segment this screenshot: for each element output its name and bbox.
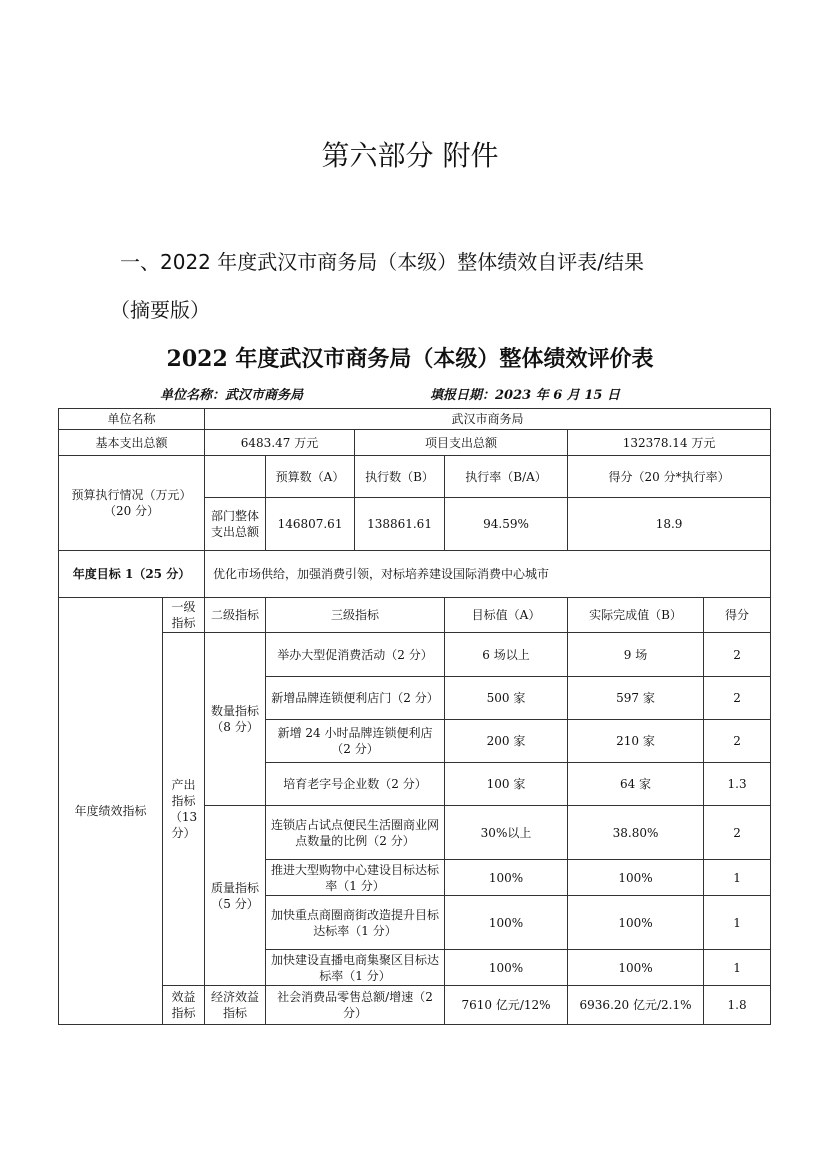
indicator-target: 100 家 bbox=[445, 763, 568, 806]
indicator-score: 2 bbox=[704, 677, 771, 720]
indicator-actual: 100% bbox=[568, 860, 704, 896]
indicator-actual: 210 家 bbox=[568, 720, 704, 763]
quality-indicator-label: 质量指标（5 分） bbox=[205, 806, 266, 986]
indicator-actual: 6936.20 亿元/2.1% bbox=[568, 986, 704, 1025]
budget-row-label: 部门整体支出总额 bbox=[205, 498, 266, 551]
indicator-name: 加快重点商圈商街改造提升目标达标率（1 分） bbox=[266, 896, 445, 950]
indicator-name: 培育老字号企业数（2 分） bbox=[266, 763, 445, 806]
indicator-score: 1 bbox=[704, 950, 771, 986]
project-expenditure-label: 项目支出总额 bbox=[355, 430, 568, 456]
indicator-target: 500 家 bbox=[445, 677, 568, 720]
budget-header-b: 执行数（B） bbox=[355, 456, 445, 498]
quantity-indicator-label: 数量指标（8 分） bbox=[205, 633, 266, 806]
budget-header-score: 得分（20 分*执行率） bbox=[568, 456, 771, 498]
indicator-name: 举办大型促消费活动（2 分） bbox=[266, 633, 445, 677]
indicator-name: 连锁店占试点便民生活圈商业网点数量的比例（2 分） bbox=[266, 806, 445, 860]
budget-value-a: 146807.61 bbox=[266, 498, 355, 551]
expenditure-row bbox=[59, 430, 771, 456]
indicator-actual: 597 家 bbox=[568, 677, 704, 720]
indicator-score: 1.8 bbox=[704, 986, 771, 1025]
indicator-name: 新增品牌连锁便利店门（2 分） bbox=[266, 677, 445, 720]
header-score: 得分 bbox=[704, 598, 771, 633]
budget-header-a: 预算数（A） bbox=[266, 456, 355, 498]
header-target: 目标值（A） bbox=[445, 598, 568, 633]
indicator-header-row bbox=[59, 598, 771, 633]
part-title: 第六部分 附件 bbox=[321, 139, 499, 172]
indicator-name: 推进大型购物中心建设目标达标率（1 分） bbox=[266, 860, 445, 896]
budget-rate-value: 94.59% bbox=[445, 498, 568, 551]
budget-execution-label: 预算执行情况（万元）（20 分） bbox=[59, 456, 205, 551]
indicator-score: 1.3 bbox=[704, 763, 771, 806]
unit-row bbox=[59, 409, 771, 430]
unit-name-line: 单位名称：武汉市商务局 bbox=[160, 388, 304, 403]
section-heading-line1: 一、2022 年度武汉市商务局（本级）整体绩效自评表/结果 bbox=[120, 250, 644, 274]
economic-benefit-indicator-label: 经济效益指标 bbox=[205, 986, 266, 1025]
indicator-target: 100% bbox=[445, 896, 568, 950]
annual-goal-row bbox=[59, 551, 771, 598]
basic-expenditure-value: 6483.47 万元 bbox=[205, 430, 355, 456]
basic-expenditure-label: 基本支出总额 bbox=[59, 430, 205, 456]
indicator-row bbox=[59, 986, 771, 1025]
indicator-name: 新增 24 小时品牌连锁便利店（2 分） bbox=[266, 720, 445, 763]
indicator-target: 100% bbox=[445, 950, 568, 986]
budget-value-b: 138861.61 bbox=[355, 498, 445, 551]
section-heading bbox=[110, 238, 730, 334]
budget-score-value: 18.9 bbox=[568, 498, 771, 551]
annual-performance-label: 年度绩效指标 bbox=[59, 598, 163, 1025]
header-level1: 一级指标 bbox=[163, 598, 205, 633]
indicator-actual: 100% bbox=[568, 950, 704, 986]
indicator-score: 2 bbox=[704, 720, 771, 763]
unit-value: 武汉市商务局 bbox=[205, 409, 771, 430]
budget-header-rate: 执行率（B/A） bbox=[445, 456, 568, 498]
indicator-name: 加快建设直播电商集聚区目标达标率（1 分） bbox=[266, 950, 445, 986]
indicator-score: 1 bbox=[704, 860, 771, 896]
project-expenditure-value: 132378.14 万元 bbox=[568, 430, 771, 456]
section-heading-line2: （摘要版） bbox=[110, 298, 210, 322]
indicator-actual: 64 家 bbox=[568, 763, 704, 806]
output-indicator-label: 产出指标（13 分） bbox=[163, 633, 205, 986]
budget-header-row bbox=[59, 456, 771, 498]
table-title: 2022 年度武汉市商务局（本级）整体绩效评价表 bbox=[166, 346, 654, 372]
header-level3: 三级指标 bbox=[266, 598, 445, 633]
annual-goal-label: 年度目标 1（25 分） bbox=[59, 551, 205, 598]
indicator-score: 2 bbox=[704, 806, 771, 860]
budget-header-blank bbox=[205, 456, 266, 498]
indicator-row bbox=[59, 633, 771, 677]
annual-goal-text: 优化市场供给，加强消费引领，对标培养建设国际消费中心城市 bbox=[205, 551, 771, 598]
indicator-actual: 100% bbox=[568, 896, 704, 950]
indicator-name: 社会消费品零售总额/增速（2 分） bbox=[266, 986, 445, 1025]
indicator-actual: 38.80% bbox=[568, 806, 704, 860]
header-actual: 实际完成值（B） bbox=[568, 598, 704, 633]
indicator-target: 30%以上 bbox=[445, 806, 568, 860]
indicator-score: 2 bbox=[704, 633, 771, 677]
indicator-score: 1 bbox=[704, 896, 771, 950]
indicator-actual: 9 场 bbox=[568, 633, 704, 677]
unit-label: 单位名称 bbox=[59, 409, 205, 430]
benefit-indicator-label: 效益指标 bbox=[163, 986, 205, 1025]
fill-date-line: 填报日期：2023 年 6 月 15 日 bbox=[430, 388, 620, 403]
performance-evaluation-table bbox=[58, 408, 771, 1025]
indicator-target: 100% bbox=[445, 860, 568, 896]
indicator-target: 7610 亿元/12% bbox=[445, 986, 568, 1025]
indicator-target: 200 家 bbox=[445, 720, 568, 763]
header-level2: 二级指标 bbox=[205, 598, 266, 633]
indicator-target: 6 场以上 bbox=[445, 633, 568, 677]
